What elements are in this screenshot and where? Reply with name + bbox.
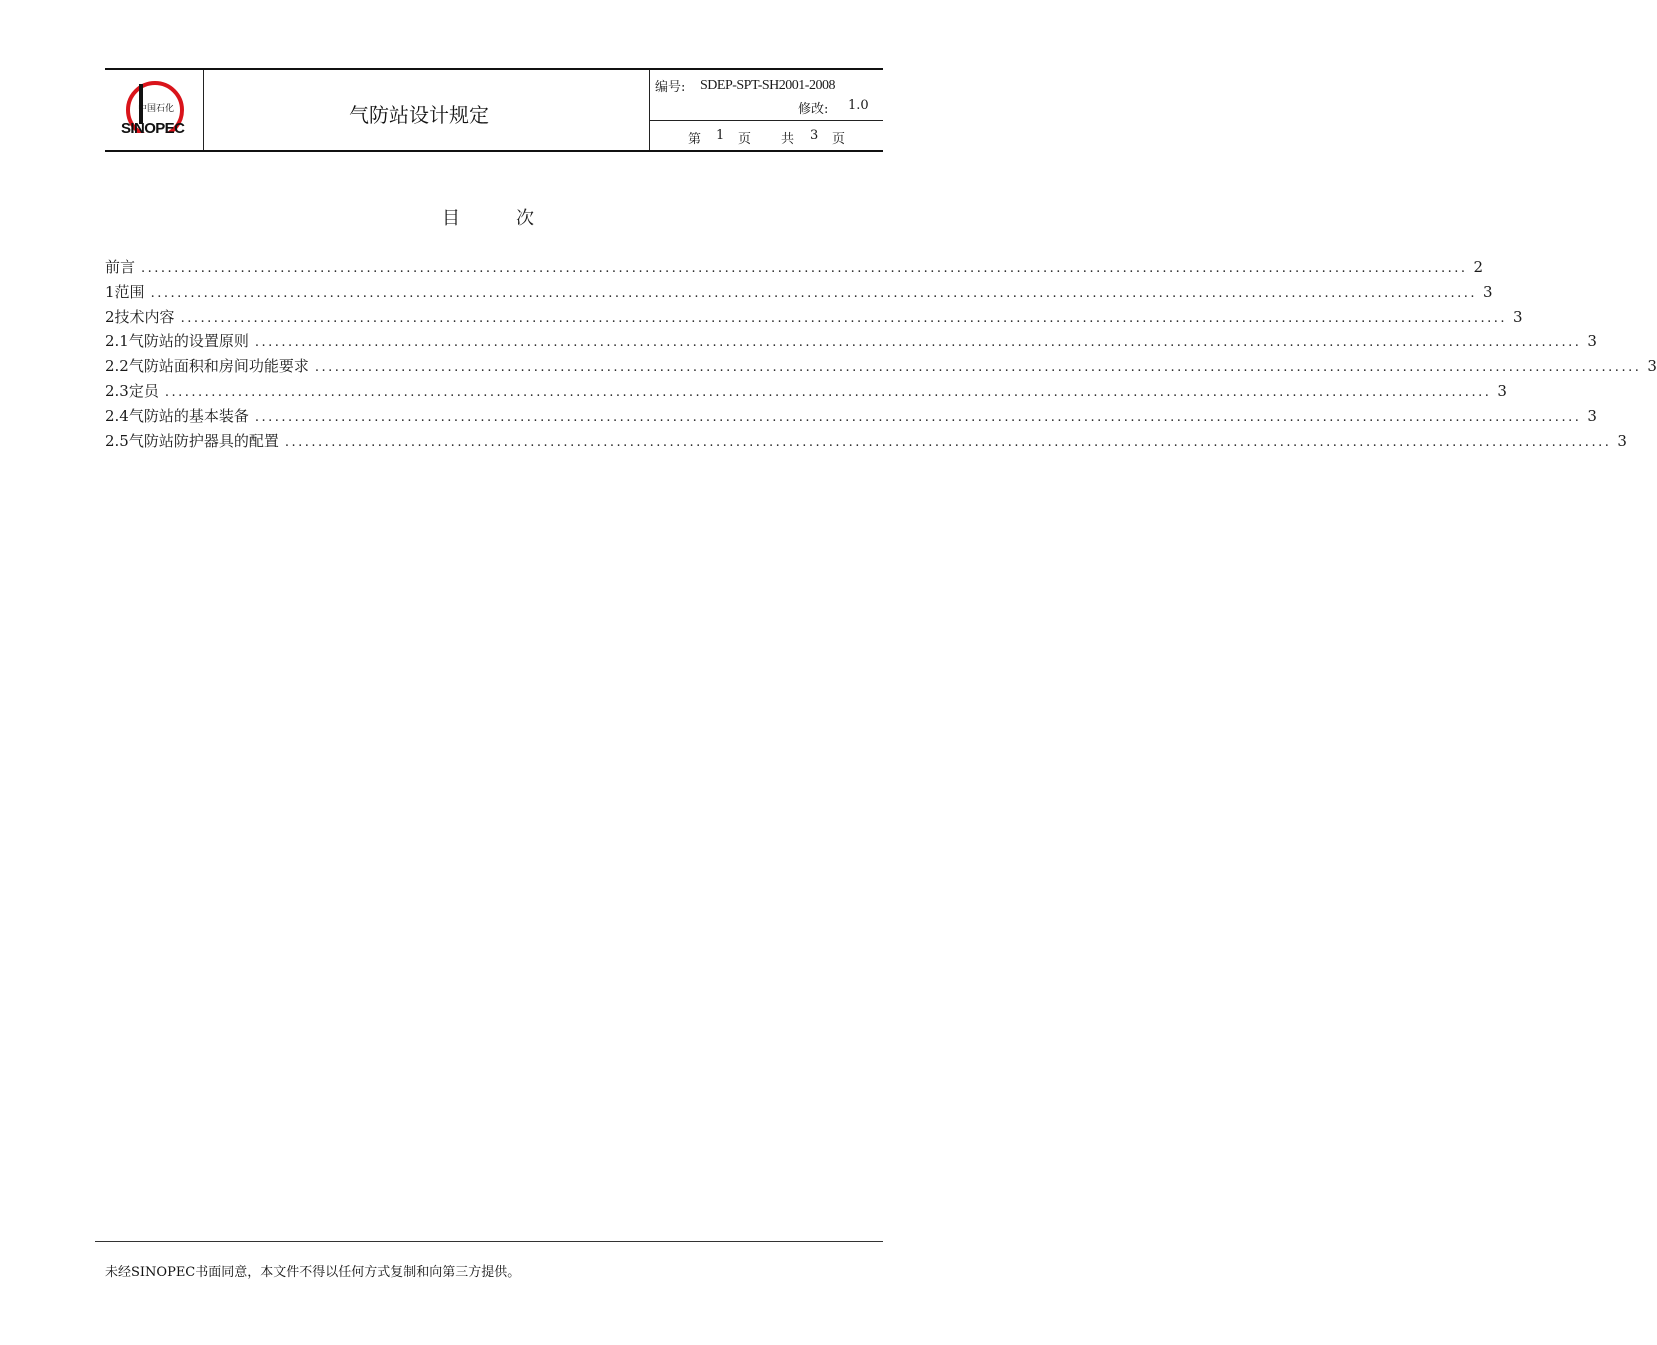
toc-leader-dots: ........................................................................................................................................................................................................	[180, 310, 1508, 326]
info-cell	[650, 70, 883, 150]
toc-entry-page: 3	[1587, 406, 1597, 425]
toc-leader-dots: ........................................................................................................................................................................................................	[164, 384, 1492, 400]
page-suffix: 页	[738, 132, 752, 147]
revision-value: 1.0	[848, 98, 869, 113]
toc-entry-number: 2	[105, 307, 115, 326]
toc-entry-label: 气防站的基本装备	[128, 406, 249, 425]
total-suffix: 页	[832, 132, 846, 147]
toc-entry-page: 3	[1617, 431, 1627, 450]
title-cell	[204, 70, 650, 150]
revision-label: 修改:	[798, 102, 829, 117]
page-prefix: 第	[688, 132, 702, 147]
toc-entry[interactable]	[105, 255, 1484, 280]
toc-entry[interactable]	[105, 305, 1523, 330]
toc-entry-page: 3	[1647, 357, 1657, 376]
info-divider	[650, 120, 883, 121]
toc-entry-page: 3	[1497, 381, 1507, 400]
document-header	[105, 68, 883, 152]
toc-entry-label: 气防站防护器具的配置	[128, 431, 279, 450]
toc-entry-label: 定员	[128, 381, 159, 400]
toc-entry-number: 2.5	[105, 431, 129, 450]
toc-entry-label: 气防站面积和房间功能要求	[128, 357, 309, 376]
toc-entry-number: 2.2	[105, 357, 129, 376]
toc-entry-page: 3	[1513, 307, 1523, 326]
toc-entry[interactable]	[105, 404, 1597, 429]
toc-entry[interactable]	[105, 429, 1627, 454]
toc-entry-page: 3	[1483, 282, 1493, 301]
toc-leader-dots: ........................................................................................................................................................................................................	[141, 261, 1468, 276]
toc-title: 目次	[442, 208, 590, 229]
logo-cell	[105, 70, 204, 150]
page-total: 3	[810, 128, 819, 143]
code-value: SDEP-SPT-SH2001-2008	[700, 78, 835, 93]
toc-entry-label: 前言	[105, 258, 136, 276]
toc-entry-page: 3	[1587, 332, 1597, 351]
toc-leader-dots: ........................................................................................................................................................................................................	[150, 285, 1478, 301]
toc-entry[interactable]	[105, 354, 1657, 379]
toc-leader-dots: ........................................................................................................................................................................................................	[254, 409, 1582, 425]
toc-entry[interactable]	[105, 329, 1597, 354]
toc-entry-label: 技术内容	[114, 307, 175, 326]
logo-wordmark: SINOPEC	[121, 120, 185, 137]
toc-entry[interactable]	[105, 280, 1493, 305]
code-label: 编号:	[655, 80, 686, 95]
page-current: 1	[716, 128, 725, 143]
table-of-contents	[105, 255, 1657, 453]
toc-entry-number: 2.3	[105, 381, 129, 400]
logo-hanzi: 中国石化	[138, 104, 175, 114]
toc-entry-number: 2.4	[105, 406, 129, 425]
toc-leader-dots: ........................................................................................................................................................................................................	[254, 335, 1582, 351]
toc-entry-number: 1	[105, 282, 115, 301]
toc-leader-dots: ........................................................................................................................................................................................................	[284, 434, 1612, 450]
toc-entry-page: 2	[1473, 258, 1484, 276]
toc-entry-label: 气防站的设置原则	[128, 332, 249, 351]
toc-entry[interactable]	[105, 379, 1507, 404]
footer-divider	[95, 1241, 883, 1242]
toc-entry-number: 2.1	[105, 332, 129, 351]
document-title: 气防站设计规定	[349, 103, 489, 127]
toc-entry-label: 范围	[114, 282, 145, 301]
toc-leader-dots: ........................................................................................................................................................................................................	[314, 360, 1642, 376]
footer-notice: 未经SINOPEC书面同意，本文件不得以任何方式复制和向第三方提供。	[105, 1265, 521, 1280]
total-prefix: 共	[781, 132, 795, 147]
